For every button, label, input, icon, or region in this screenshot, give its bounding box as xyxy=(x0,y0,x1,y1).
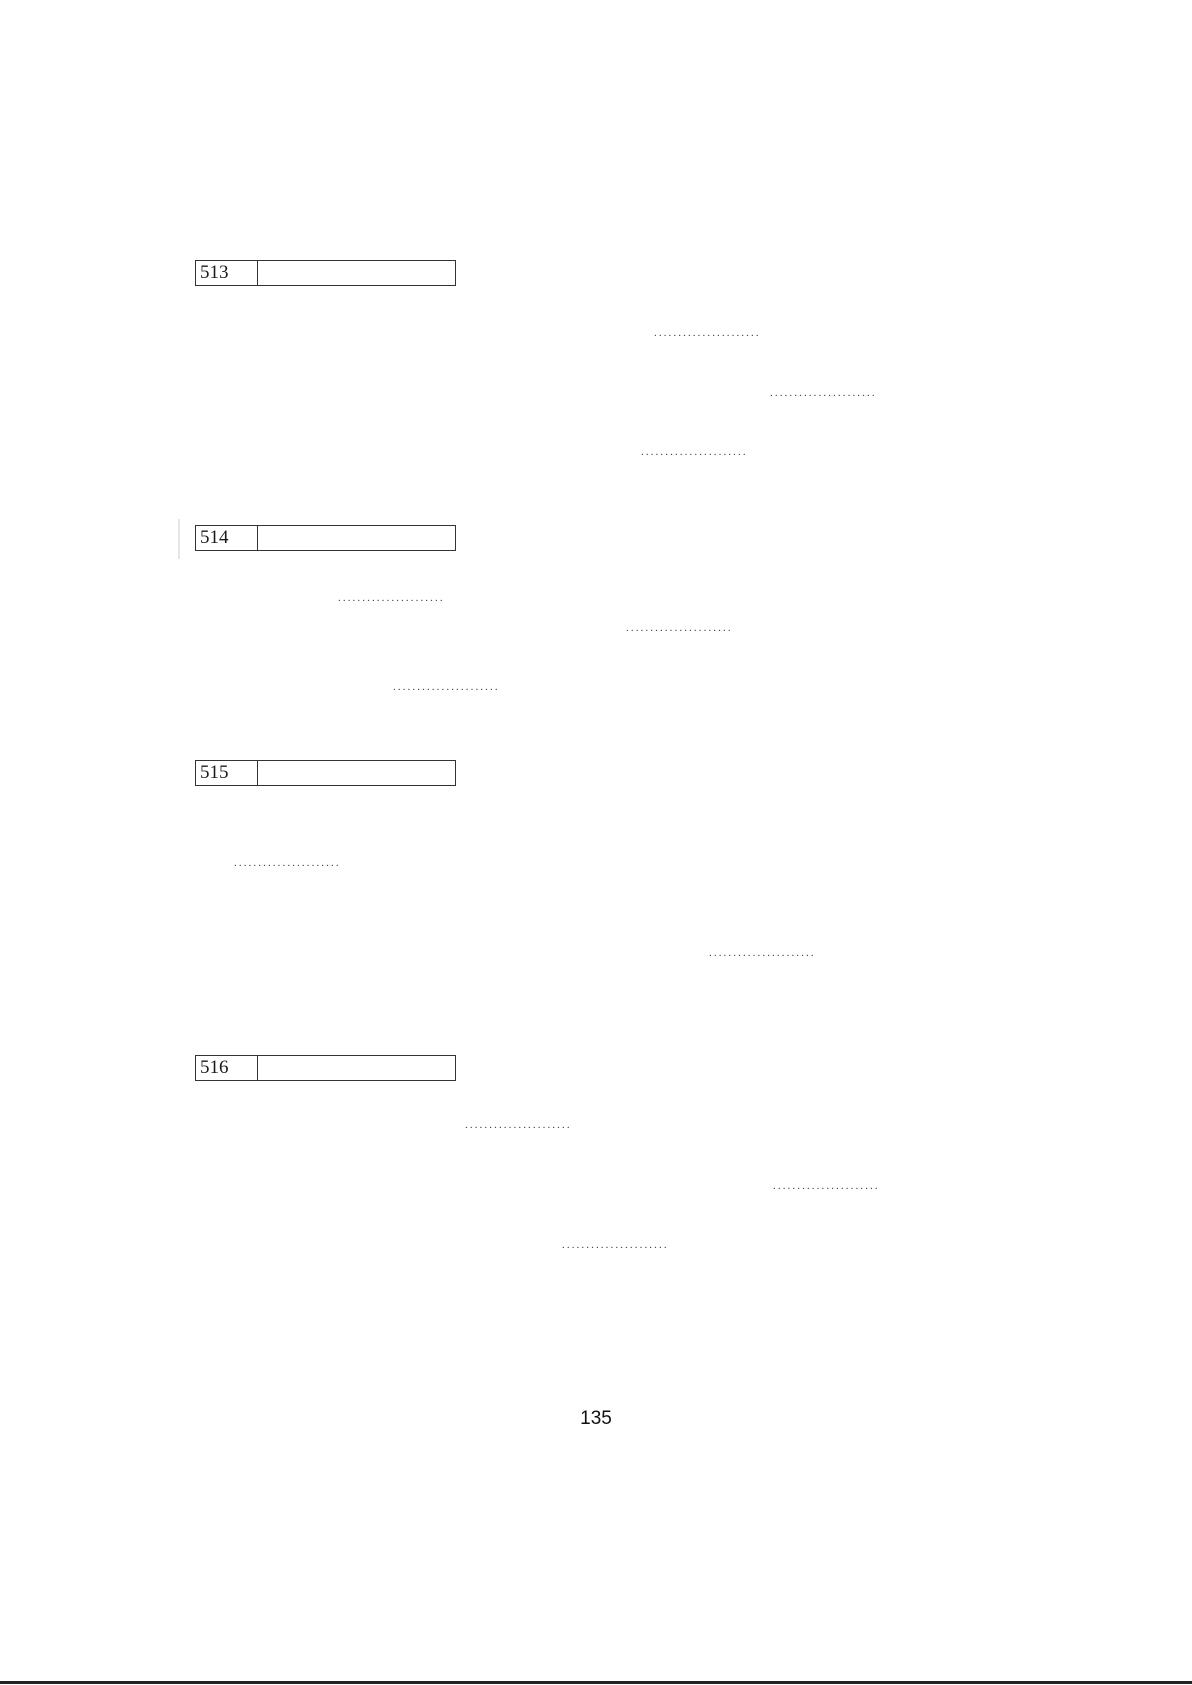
answer-blank[interactable]: ...................... xyxy=(393,681,500,693)
answer-blank[interactable]: ...................... xyxy=(562,1239,669,1251)
answer-blank[interactable]: ...................... xyxy=(770,387,877,399)
bottom-rule xyxy=(0,1681,1192,1684)
answer-blank[interactable]: ...................... xyxy=(773,1180,880,1192)
answer-field[interactable] xyxy=(258,261,455,285)
question-number: 513 xyxy=(196,261,258,285)
question-box-516 xyxy=(195,1055,456,1081)
question-box-515 xyxy=(195,760,456,786)
page-number: 135 xyxy=(580,1408,612,1429)
question-number: 514 xyxy=(196,526,258,550)
answer-blank[interactable]: ...................... xyxy=(641,446,748,458)
scan-edge-mark xyxy=(178,519,180,559)
answer-field[interactable] xyxy=(258,761,455,785)
answer-field[interactable] xyxy=(258,526,455,550)
answer-blank[interactable]: ...................... xyxy=(234,857,341,869)
answer-blank[interactable]: ...................... xyxy=(654,327,761,339)
question-box-514 xyxy=(195,525,456,551)
answer-blank[interactable]: ...................... xyxy=(709,947,816,959)
answer-blank[interactable]: ...................... xyxy=(465,1119,572,1131)
answer-blank[interactable]: ...................... xyxy=(338,592,445,604)
question-number: 516 xyxy=(196,1056,258,1080)
question-number: 515 xyxy=(196,761,258,785)
question-box-513 xyxy=(195,260,456,286)
answer-field[interactable] xyxy=(258,1056,455,1080)
answer-blank[interactable]: ...................... xyxy=(626,622,733,634)
